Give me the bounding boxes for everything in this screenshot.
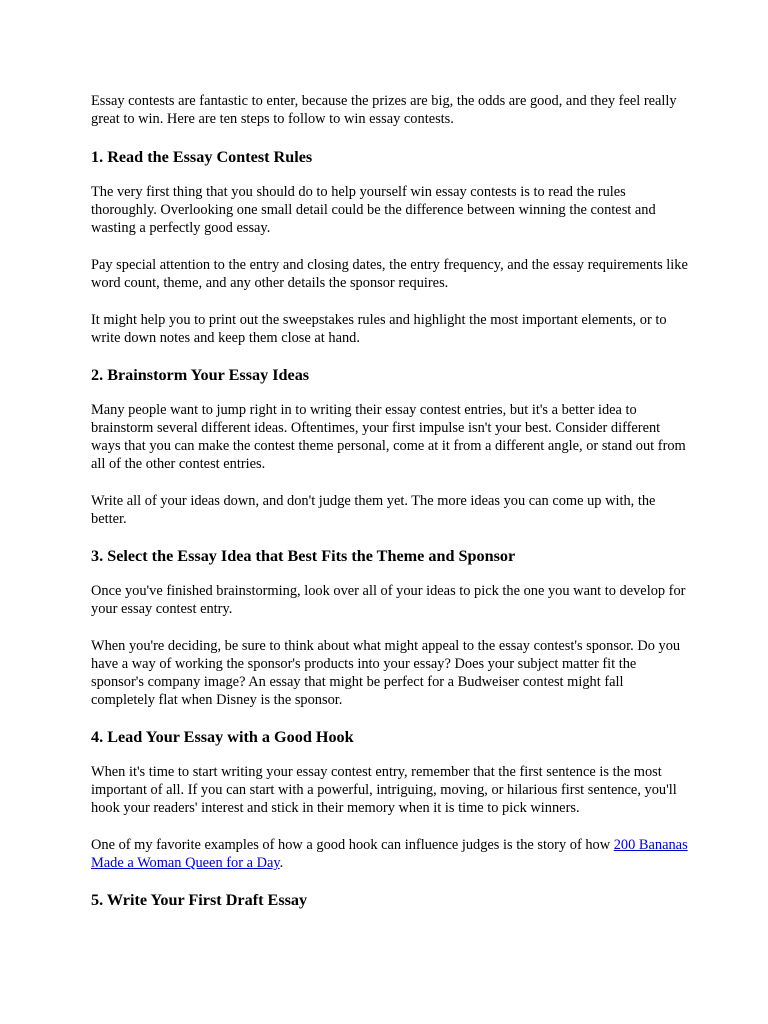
- bananas-story-link[interactable]: 200 Bananas Made a Woman Queen for a Day: [91, 837, 688, 871]
- section-heading: 4. Lead Your Essay with a Good Hook: [91, 728, 354, 746]
- paragraph: Write all of your ideas down, and don't judge them yet. The more ideas you can come up with, the better.: [91, 493, 656, 527]
- section-heading: 3. Select the Essay Idea that Best Fits the Theme and Sponsor: [91, 547, 516, 565]
- paragraph: The very first thing that you should do to help yourself win essay contests is to read the rules thoroughly. Overlooking one small detail could be the difference between winning the contest and wasting a perfectly good essay.: [91, 184, 656, 236]
- section-heading: 1. Read the Essay Contest Rules: [91, 148, 313, 166]
- link-paragraph: [91, 836, 691, 872]
- section-3: [91, 546, 691, 709]
- section-2: [91, 365, 691, 528]
- paragraph: It might help you to print out the sweepstakes rules and highlight the most important elements, or to write down notes and keep them close at hand.: [91, 312, 667, 346]
- section-heading: 5. Write Your First Draft Essay: [91, 891, 308, 909]
- paragraph: Once you've finished brainstorming, look over all of your ideas to pick the one you want to develop for your essay contest entry.: [91, 583, 686, 617]
- document-page: [91, 92, 691, 926]
- paragraph: When it's time to start writing your essay contest entry, remember that the first sentence is the most important of all. If you can start with a powerful, intriguing, moving, or hilarious first sentence, you'll hook your readers' interest and stick in their memory when it is time to pick winners.: [91, 764, 677, 816]
- paragraph: Pay special attention to the entry and closing dates, the entry frequency, and the essay requirements like word count, theme, and any other details the sponsor requires.: [91, 257, 688, 291]
- paragraph: Many people want to jump right in to writing their essay contest entries, but it's a better idea to brainstorm several different ideas. Oftentimes, your first impulse isn't your best. Consider different ways that you can make the contest theme personal, come at it from a different angle, or stand out from all of the other contest entries.: [91, 402, 686, 472]
- link-paragraph-before: One of my favorite examples of how a good hook can influence judges is the story of how: [91, 837, 614, 853]
- paragraph: When you're deciding, be sure to think about what might appeal to the essay contest's sponsor. Do you have a way of working the sponsor's products into your essay? Does your subject matter fit the sponsor's company image? An essay that might be perfect for a Budweiser contest might fall completely flat when Disney is the sponsor.: [91, 638, 681, 708]
- section-heading: 2. Brainstorm Your Essay Ideas: [91, 366, 310, 384]
- intro-paragraph: Essay contests are fantastic to enter, because the prizes are big, the odds are good, and they feel really great to win. Here are ten steps to follow to win essay contests.: [91, 93, 677, 127]
- section-5: [91, 890, 691, 910]
- link-paragraph-after: .: [279, 855, 284, 871]
- section-1: [91, 147, 691, 347]
- section-4: [91, 727, 691, 872]
